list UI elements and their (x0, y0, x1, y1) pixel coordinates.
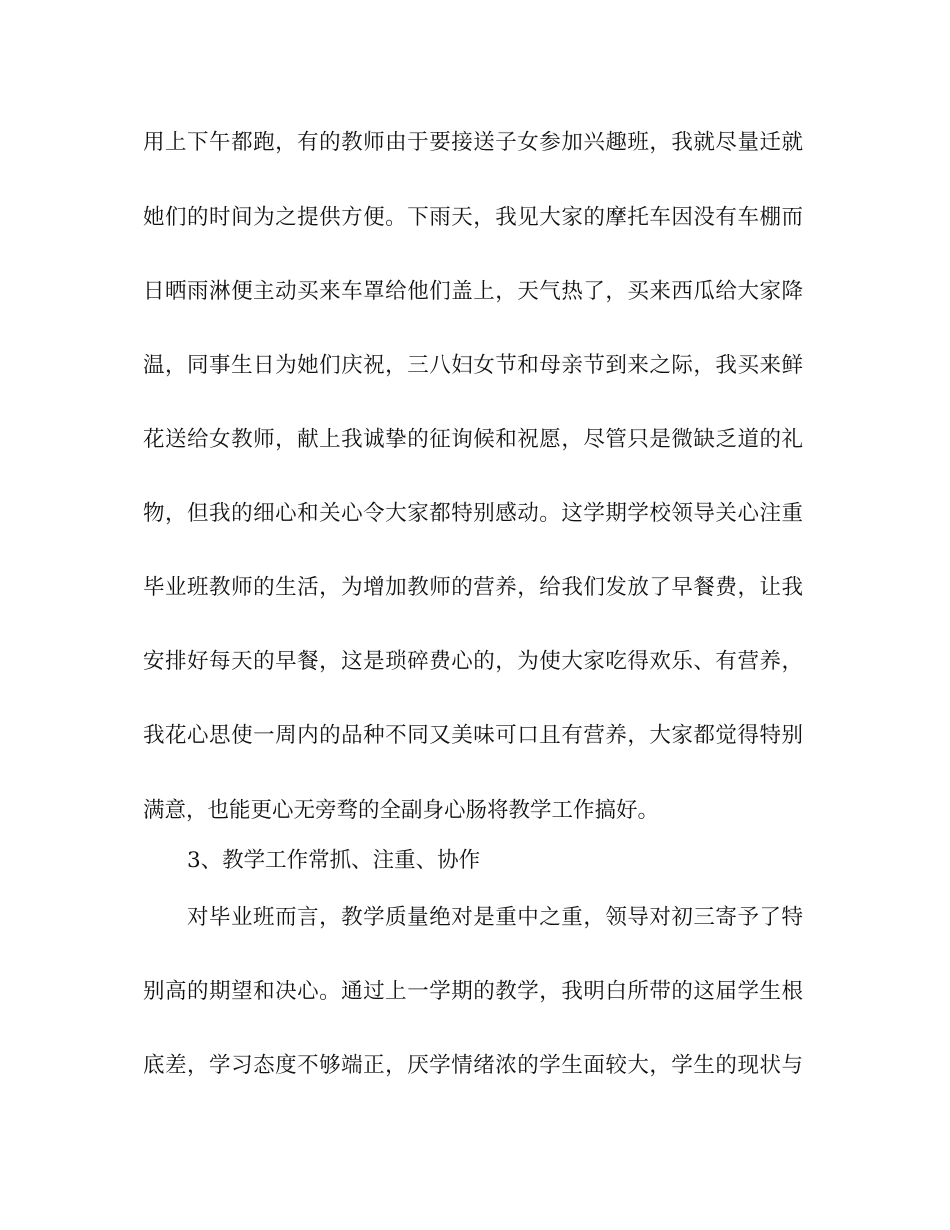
body-text-line: 物，但我的细心和关心令大家都特别感动。这学期学校领导关心注重 (143, 501, 803, 526)
body-text-line: 花送给女教师，献上我诚挚的征询候和祝愿，尽管只是微缺乏道的礼 (143, 427, 803, 452)
body-text-line: 日晒雨淋便主动买来车罩给他们盖上，天气热了，买来西瓜给大家降 (143, 279, 803, 304)
body-text-line: 我花心思使一周内的品种不同又美味可口且有营养，大家都觉得特别 (143, 723, 803, 748)
body-text-line: 别高的期望和决心。通过上一学期的教学，我明白所带的这届学生根 (143, 979, 803, 1004)
body-text-line: 她们的时间为之提供方便。下雨天，我见大家的摩托车因没有车棚而 (143, 205, 803, 230)
body-text-line: 安排好每天的早餐，这是琐碎费心的，为使大家吃得欢乐、有营养， (143, 649, 803, 674)
body-text-line: 温，同事生日为她们庆祝，三八妇女节和母亲节到来之际，我买来鲜 (143, 353, 803, 378)
body-text-line: 用上下午都跑，有的教师由于要接送子女参加兴趣班，我就尽量迁就 (143, 130, 803, 155)
paragraph-first-line: 对毕业班而言，教学质量绝对是重中之重，领导对初三寄予了特 (187, 905, 803, 930)
body-text-line: 底差，学习态度不够端正，厌学情绪浓的学生面较大，学生的现状与 (143, 1053, 803, 1078)
body-text-line: 满意，也能更心无旁骛的全副身心肠将教学工作搞好。 (143, 798, 660, 823)
body-text-line: 毕业班教师的生活，为增加教师的营养，给我们发放了早餐费，让我 (143, 575, 803, 600)
section-heading: 3、教学工作常抓、注重、协作 (187, 848, 481, 873)
